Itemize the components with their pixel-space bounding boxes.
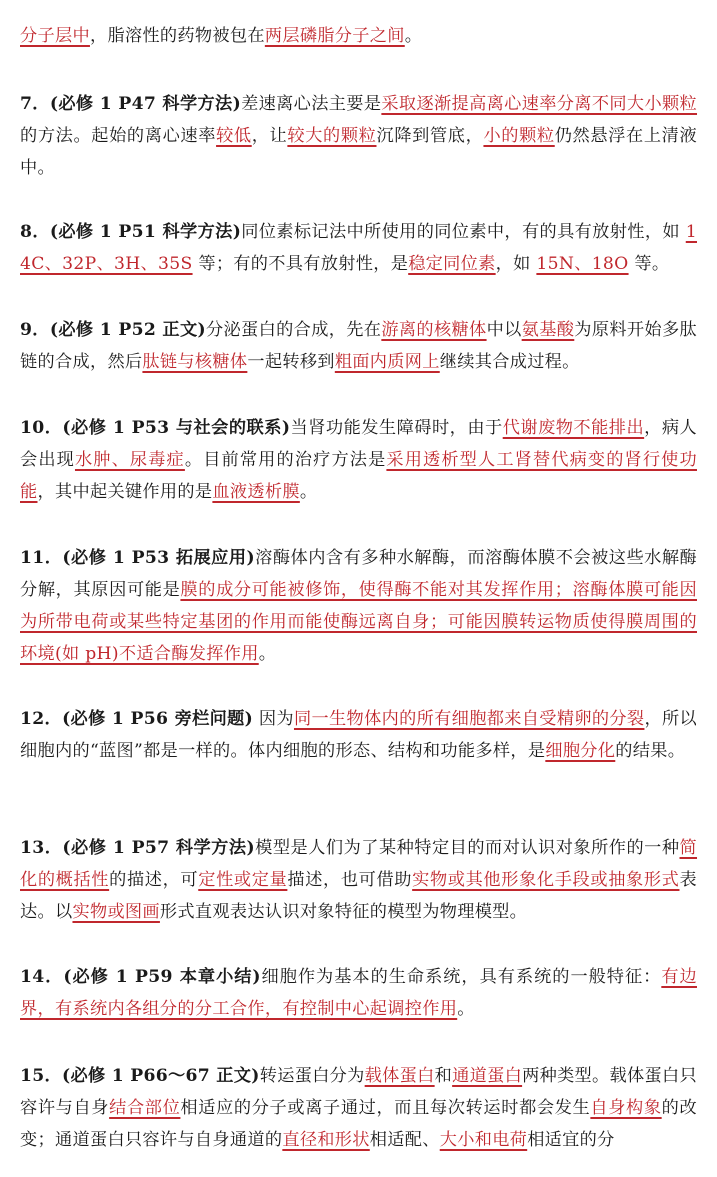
body-text: 的结果。 — [615, 741, 686, 761]
textbook-reference: (必修 1 P57 科学方法) — [62, 838, 255, 858]
body-text: 一起转移到 — [247, 352, 335, 372]
highlighted-answer: 简化的概括性 — [20, 838, 698, 890]
highlighted-answer: 直径和形状 — [282, 1130, 370, 1150]
highlighted-answer: 采取逐渐提高离心速率分离不同大小颗粒 — [381, 94, 698, 114]
highlighted-answer: 两层磷脂分子之间 — [264, 26, 405, 46]
textbook-reference: (必修 1 P66～67 正文) — [62, 1066, 260, 1086]
highlighted-answer: 载体蛋白 — [364, 1066, 435, 1086]
item-number: 13． — [20, 838, 63, 858]
paragraph-7 — [20, 88, 697, 184]
body-text: ，如 — [495, 254, 537, 274]
highlighted-answer: 粗面内质网上 — [334, 352, 440, 372]
paragraph-14 — [20, 961, 697, 1025]
body-text: ，让 — [251, 126, 288, 146]
highlighted-answer: 较低 — [216, 126, 252, 146]
body-text: 差速离心法主要是 — [241, 94, 382, 114]
body-text: 溶酶体内含有多种水解酶，而溶酶体膜不会被这些水解酶分解，其原因可能是 — [20, 548, 697, 600]
textbook-reference: (必修 1 P53 拓展应用) — [62, 548, 255, 568]
highlighted-answer: 结合部位 — [109, 1098, 181, 1118]
paragraph-12 — [20, 703, 697, 767]
body-text: 。 — [457, 999, 475, 1019]
highlighted-answer: 肽链与核糖体 — [142, 352, 248, 372]
body-text: ，脂溶性的药物被包在 — [89, 26, 265, 46]
body-text: 为原料开始多肽链的合成，然后 — [20, 320, 697, 372]
body-text: ，病人会出现 — [20, 418, 698, 470]
highlighted-answer: 定性或定量 — [198, 870, 288, 890]
body-text: 描述，也可借助 — [287, 870, 413, 890]
highlighted-answer: 血液透析膜 — [212, 482, 300, 502]
highlighted-answer: 通道蛋白 — [452, 1066, 523, 1086]
body-text: 细胞作为基本的生命系统，具有系统的一般特征： — [260, 967, 662, 987]
body-text: 。 — [404, 26, 423, 46]
body-text: 。目前常用的治疗方法是 — [184, 450, 387, 470]
body-text: 同位素标记法中所使用的同位素中，有的具有放射性，如 — [241, 222, 686, 242]
item-number: 11． — [20, 548, 63, 568]
highlighted-answer: 较大的颗粒 — [287, 126, 377, 146]
body-text: 相适应的分子或离子通过，而且每次转运时都会发生 — [180, 1098, 591, 1118]
highlighted-answer: 14C、32P、3H、35S — [20, 222, 697, 274]
body-text: 继续其合成过程。 — [439, 352, 580, 372]
highlighted-answer: 游离的核糖体 — [381, 320, 487, 340]
textbook-reference: (必修 1 P51 科学方法) — [49, 222, 242, 242]
textbook-reference: (必修 1 P52 正文) — [49, 320, 206, 340]
highlighted-answer: 采用透析型人工肾替代病变的肾行使功能 — [20, 450, 697, 502]
paragraph-9 — [20, 314, 697, 378]
highlighted-answer: 大小和电荷 — [439, 1130, 528, 1150]
textbook-reference: (必修 1 P53 与社会的联系) — [62, 418, 291, 438]
highlighted-answer: 实物或图画 — [72, 902, 160, 922]
item-number: 7． — [20, 94, 50, 114]
item-number: 8． — [20, 222, 50, 242]
body-text: 。 — [258, 644, 277, 664]
item-number: 14． — [20, 967, 64, 987]
body-text: 沉降到管底， — [376, 126, 484, 146]
body-text: 和 — [434, 1066, 453, 1086]
paragraph-continued — [20, 20, 697, 52]
paragraph-13 — [20, 832, 697, 928]
highlighted-answer: 稳定同位素 — [408, 254, 496, 274]
textbook-reference: (必修 1 P56 旁栏问题) — [62, 709, 254, 729]
textbook-reference: (必修 1 P59 本章小结) — [63, 967, 261, 987]
textbook-reference: (必修 1 P47 科学方法) — [49, 94, 242, 114]
highlighted-answer: 小的颗粒 — [483, 126, 555, 146]
highlighted-answer: 膜的成分可能被修饰，使得酶不能对其发挥作用；溶酶体膜可能因为所带电荷或某些特定基团的作用而能使酶远离自身；可能因膜转运物质使得膜周围的环境(如 pH)不适合酶发挥作用 — [20, 580, 697, 664]
body-text: 模型是人们为了某种特定目的而对认识对象所作的一种 — [254, 838, 680, 858]
body-text: 两种类型。载体蛋白只容许与自身 — [20, 1066, 697, 1118]
highlighted-answer: 同一生物体内的所有细胞都来自受精卵的分裂 — [293, 709, 645, 729]
highlighted-answer: 代谢废物不能排出 — [502, 418, 645, 438]
body-text: 的改变；通道蛋白只容许与自身通道的 — [20, 1098, 697, 1150]
body-text: 因为 — [253, 709, 294, 729]
body-text: 转运蛋白分为 — [259, 1066, 365, 1086]
highlighted-answer: 氨基酸 — [521, 320, 575, 340]
highlighted-answer: 15N、18O — [536, 254, 629, 274]
body-text: 仍然悬浮在上清液中。 — [20, 126, 697, 178]
item-number: 10． — [20, 418, 63, 438]
body-text: 形式直观表达认识对象特征的模型为物理模型。 — [159, 902, 528, 922]
body-text: 的方法。起始的离心速率 — [20, 126, 217, 146]
item-number: 15． — [20, 1066, 63, 1086]
item-number: 12． — [20, 709, 63, 729]
body-text: 等；有的不具有放射性，是 — [192, 254, 409, 274]
body-text: ，所以细胞内的“蓝图”都是一样的。体内细胞的形态、结构和功能多样，是 — [20, 709, 697, 761]
highlighted-answer: 细胞分化 — [545, 741, 616, 761]
body-text: 的描述，可 — [109, 870, 199, 890]
body-text: 表达。以 — [20, 870, 697, 922]
paragraph-8 — [20, 216, 697, 280]
paragraph-15 — [20, 1060, 697, 1156]
body-text: ，其中起关键作用的是 — [37, 482, 213, 502]
body-text: 相适宜的分 — [527, 1130, 615, 1150]
paragraph-11 — [20, 542, 697, 670]
item-number: 9． — [20, 320, 50, 340]
highlighted-answer: 自身构象 — [590, 1098, 662, 1118]
body-text: 当肾功能发生障碍时，由于 — [290, 418, 503, 438]
highlighted-answer: 分子层中 — [20, 26, 90, 46]
highlighted-answer: 实物或其他形象化手段或抽象形式 — [412, 870, 680, 890]
paragraph-10 — [20, 412, 697, 508]
body-text: 相适配、 — [369, 1130, 440, 1150]
highlighted-answer: 水肿、尿毒症 — [74, 450, 185, 470]
body-text: 。 — [299, 482, 318, 502]
body-text: 中以 — [486, 320, 522, 340]
highlighted-answer: 有边界，有系统内各组分的分工合作，有控制中心起调控作用 — [20, 967, 697, 1019]
body-text: 等。 — [628, 254, 670, 274]
body-text: 分泌蛋白的合成，先在 — [205, 320, 382, 340]
